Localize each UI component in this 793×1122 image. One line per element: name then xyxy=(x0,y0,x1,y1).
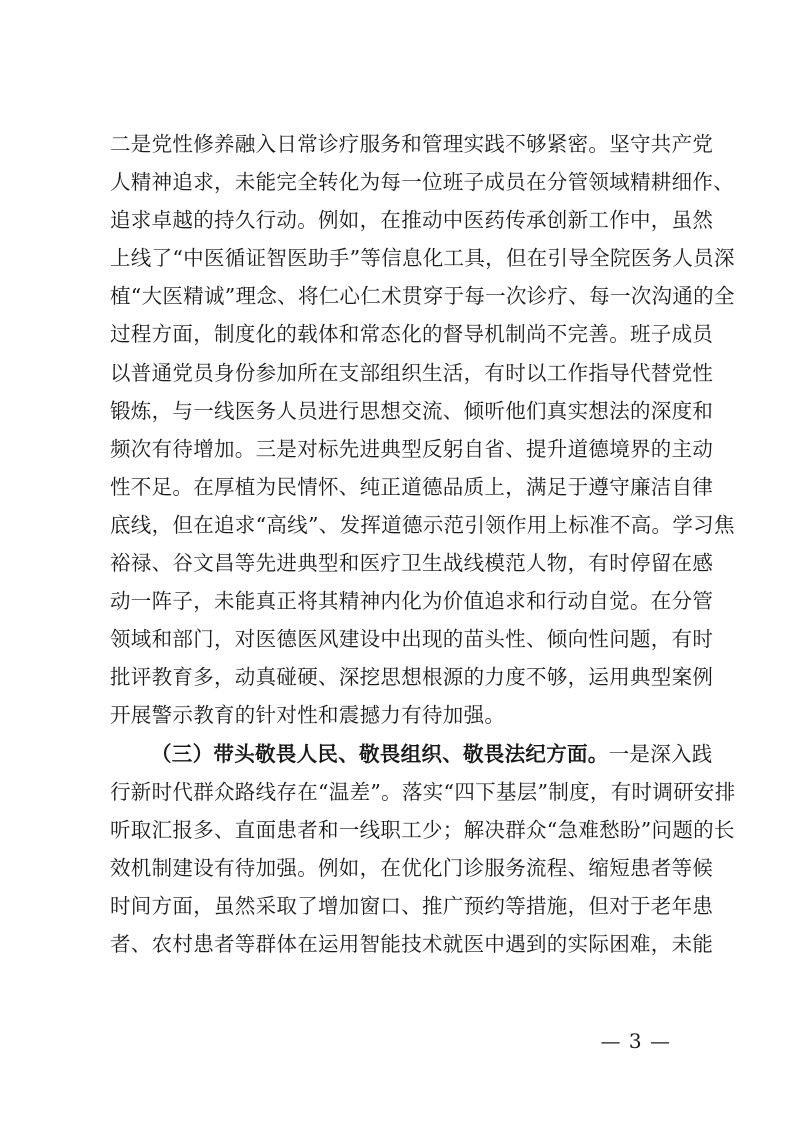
text-line: 锻炼，与一线医务人员进行思想交流、倾听他们真实想法的深度和 xyxy=(110,398,714,423)
text-line: 效机制建设有待加强。例如，在优化门诊服务流程、缩短患者等候 xyxy=(110,855,714,880)
text-line: 裕禄、谷文昌等先进典型和医疗卫生战线模范人物，有时停留在感 xyxy=(110,551,714,576)
text-line: 领域和部门，对医德医风建设中出现的苗头性、倾向性问题，有时 xyxy=(110,627,714,652)
text-line: 植“大医精诚”理念、将仁心仁术贯穿于每一次诊疗、每一次沟通的全 xyxy=(110,284,735,309)
text-line: 追求卓越的持久行动。例如，在推动中医药传承创新工作中，虽然 xyxy=(110,208,714,233)
section-heading-line xyxy=(110,735,713,773)
text-line: 以普通党员身份参加所在支部组织生活，有时以工作指导代替党性 xyxy=(110,360,714,385)
text-line: 批评教育多，动真碰硬、深挖思想根源的力度不够，运用典型案例 xyxy=(110,665,714,690)
text-line: 性不足。在厚植为民情怀、纯正道德品质上，满足于遵守廉洁自律 xyxy=(110,474,714,499)
page-number: — 3 — xyxy=(600,1029,671,1053)
text-line: 听取汇报多、直面患者和一线职工少；解决群众“急难愁盼”问题的长 xyxy=(110,817,735,842)
text-line: 频次有待增加。三是对标先进典型反躬自省、提升道德境界的主动 xyxy=(110,436,714,461)
text-line: 上线了“中医循证智医助手”等信息化工具，但在引导全院医务人员深 xyxy=(110,246,735,271)
paragraph-1 xyxy=(110,125,735,735)
text-line: 底线，但在追求“高线”、发挥道德示范引领作用上标准不高。学习焦 xyxy=(110,512,735,537)
text-line: 二是党性修养融入日常诊疗服务和管理实践不够紧密。坚守共产党 xyxy=(110,132,714,156)
text-line: 时间方面，虽然采取了增加窗口、推广预约等措施，但对于老年患 xyxy=(110,893,714,918)
text-line: 过程方面，制度化的载体和常态化的督导机制尚不完善。班子成员 xyxy=(110,322,714,347)
text-line: 行新时代群众路线存在“温差”。落实“四下基层”制度，有时调研安排 xyxy=(110,779,736,804)
text-line: 人精神追求，未能完全转化为每一位班子成员在分管领域精耕细作、 xyxy=(110,170,734,195)
body-text xyxy=(110,125,736,963)
text-line: 开展警示教育的针对性和震撼力有待加强。 xyxy=(110,703,506,728)
section-heading: （三）带头敬畏人民、敬畏组织、敬畏法纪方面。 xyxy=(151,741,609,766)
paragraph-2 xyxy=(110,735,736,964)
heading-line-tail: 一是深入践 xyxy=(608,741,713,766)
text-line: 动一阵子，未能真正将其精神内化为价值追求和行动自觉。在分管 xyxy=(110,589,714,614)
text-line: 者、农村患者等群体在运用智能技术就医中遇到的实际困难，未能 xyxy=(110,931,714,956)
